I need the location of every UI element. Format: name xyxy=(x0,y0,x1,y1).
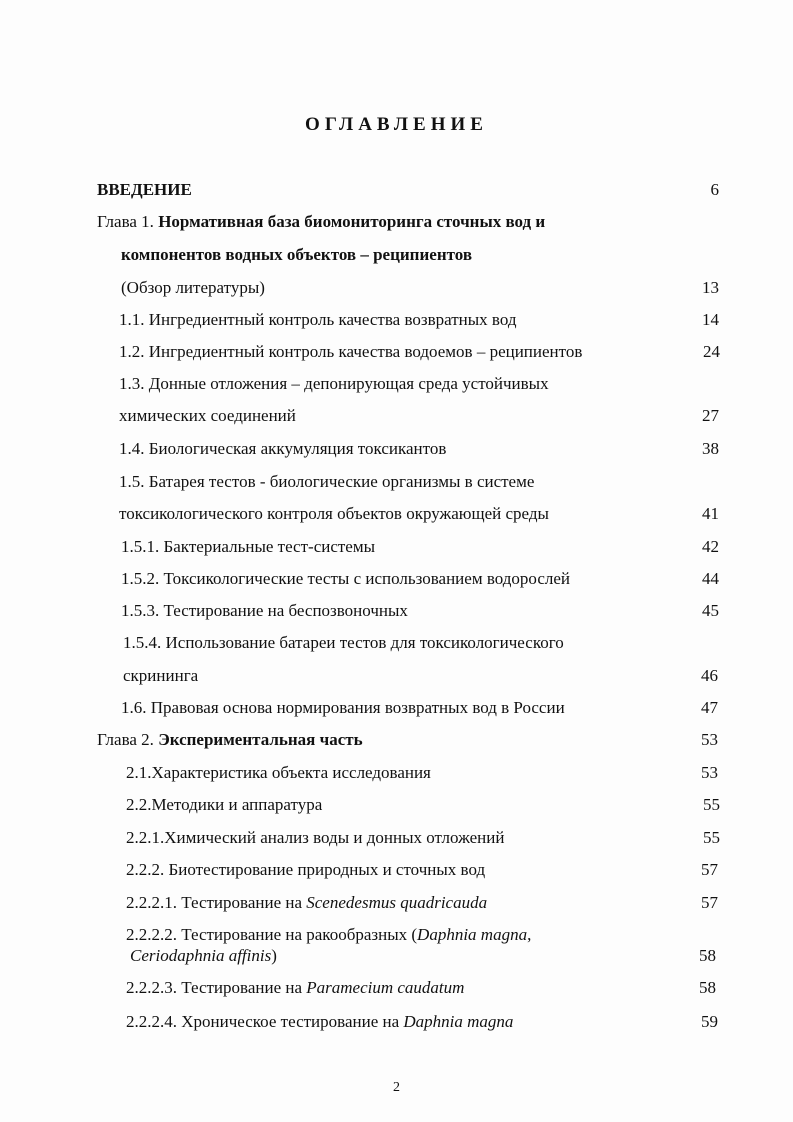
toc-title: ОГЛАВЛЕНИЕ xyxy=(305,114,488,135)
toc-entry-1-5-1 xyxy=(121,536,375,558)
toc-entry-species: Ceriodaphnia affinis xyxy=(130,946,272,965)
toc-entry-prefix: Глава 1. xyxy=(97,212,159,231)
toc-entry-2-2-2-1 xyxy=(126,892,487,914)
toc-entry-1-2 xyxy=(119,341,582,363)
toc-entry-1-5-4 xyxy=(123,632,564,654)
toc-entry-prefix: 2.2.2.2. Тестирование на ракообразных ( xyxy=(126,925,418,944)
toc-page-number: 14 xyxy=(702,310,719,329)
toc-entry-2-2-2 xyxy=(126,859,485,881)
toc-entry-text: скрининга xyxy=(123,666,199,685)
toc-page-number: 59 xyxy=(701,1012,718,1031)
toc-entry-text: (Обзор литературы) xyxy=(121,278,265,297)
toc-entry-text: Нормативная база биомониторинга сточных вод и xyxy=(158,212,546,231)
toc-entry-2-2-2-2-cont xyxy=(130,945,277,967)
toc-entry-introduction xyxy=(97,179,192,201)
toc-entry-1-5 xyxy=(119,471,534,493)
toc-page-number: 38 xyxy=(702,439,719,458)
toc-entry-text: 1.5.2. Токсикологические тесты с использованием водорослей xyxy=(121,569,570,588)
toc-page-number: 41 xyxy=(702,504,719,523)
toc-page-number: 45 xyxy=(702,601,719,620)
page-number-footer: 2 xyxy=(393,1080,400,1095)
toc-entry-suffix: ) xyxy=(271,946,277,965)
toc-entry-1-5-2 xyxy=(121,568,570,590)
toc-page-number: 24 xyxy=(703,342,720,361)
toc-entry-text: 1.2. Ингредиентный контроль качества водоемов – реципиентов xyxy=(119,342,583,361)
toc-entry-text: компонентов водных объектов – реципиентов xyxy=(121,245,472,264)
toc-page-number: 46 xyxy=(701,666,718,685)
toc-entry-text: ВВЕДЕНИЕ xyxy=(97,180,192,199)
toc-entry-1-6 xyxy=(121,697,565,719)
toc-entry-1-3-cont xyxy=(119,405,296,427)
toc-page-number: 13 xyxy=(702,278,719,297)
toc-page-number: 53 xyxy=(701,730,718,749)
toc-page-number: 55 xyxy=(703,828,720,847)
toc-entry-text: 2.2.2. Биотестирование природных и сточных вод xyxy=(126,860,486,879)
toc-entry-prefix: 2.2.2.4. Хроническое тестирование на xyxy=(126,1012,404,1031)
toc-entry-species: Paramecium caudatum xyxy=(306,978,465,997)
toc-entry-2-2 xyxy=(126,794,322,816)
toc-entry-1-1 xyxy=(119,309,516,331)
toc-entry-text: 1.5.1. Бактериальные тест-системы xyxy=(121,537,376,556)
toc-page-number: 47 xyxy=(701,698,718,717)
toc-page-number: 53 xyxy=(701,763,718,782)
toc-entry-text: химических соединений xyxy=(119,406,296,425)
toc-entry-text: 2.2.1.Химический анализ воды и донных отложений xyxy=(126,828,505,847)
toc-entry-2-2-2-2 xyxy=(126,924,531,946)
toc-entry-text: 1.5.4. Использование батареи тестов для токсикологического xyxy=(123,633,564,652)
toc-entry-1-3 xyxy=(119,373,549,395)
toc-entry-text: токсикологического контроля объектов окружающей среды xyxy=(119,504,549,523)
toc-entry-1-4 xyxy=(119,438,446,460)
toc-page-number: 57 xyxy=(701,860,718,879)
toc-entry-text: 2.2.Методики и аппаратура xyxy=(126,795,323,814)
toc-entry-text: Экспериментальная часть xyxy=(158,730,363,749)
toc-entry-prefix: 2.2.2.1. Тестирование на xyxy=(126,893,307,912)
toc-page-number: 58 xyxy=(699,946,716,965)
toc-page-number: 42 xyxy=(702,537,719,556)
toc-entry-literature-review xyxy=(121,277,265,299)
toc-entry-prefix: 2.2.2.3. Тестирование на xyxy=(126,978,307,997)
toc-entry-chapter-2 xyxy=(97,729,363,751)
toc-page-number: 55 xyxy=(703,795,720,814)
toc-entry-2-1 xyxy=(126,762,431,784)
toc-entry-text: 1.3. Донные отложения – депонирующая среда устойчивых xyxy=(119,374,549,393)
toc-page-number: 58 xyxy=(699,978,716,997)
toc-entry-text: 1.1. Ингредиентный контроль качества возвратных вод xyxy=(119,310,517,329)
toc-entry-2-2-2-3 xyxy=(126,977,464,999)
toc-entry-species: Daphnia magna xyxy=(417,925,528,944)
toc-entry-prefix: Глава 2. xyxy=(97,730,159,749)
toc-page-number: 44 xyxy=(702,569,719,588)
toc-entry-2-2-2-4 xyxy=(126,1011,513,1033)
toc-entry-chapter-1 xyxy=(97,211,545,233)
toc-entry-species: Daphnia magna xyxy=(403,1012,514,1031)
toc-entry-text: 1.4. Биологическая аккумуляция токсикантов xyxy=(119,439,447,458)
toc-entry-text: 1.5. Батарея тестов - биологические организмы в системе xyxy=(119,472,535,491)
toc-page-number: 27 xyxy=(702,406,719,425)
toc-page-number: 6 xyxy=(710,180,719,199)
toc-entry-1-5-3 xyxy=(121,600,408,622)
toc-entry-chapter-1-cont xyxy=(121,244,472,266)
toc-entry-text: 2.1.Характеристика объекта исследования xyxy=(126,763,431,782)
toc-entry-1-5-cont xyxy=(119,503,549,525)
toc-entry-suffix: , xyxy=(527,925,532,944)
toc-entry-text: 1.6. Правовая основа нормирования возвратных вод в России xyxy=(121,698,565,717)
toc-entry-species: Scenedesmus quadricauda xyxy=(306,893,488,912)
toc-entry-text: 1.5.3. Тестирование на беспозвоночных xyxy=(121,601,408,620)
toc-page-number: 57 xyxy=(701,893,718,912)
toc-entry-2-2-1 xyxy=(126,827,504,849)
toc-entry-1-5-4-cont xyxy=(123,665,198,687)
